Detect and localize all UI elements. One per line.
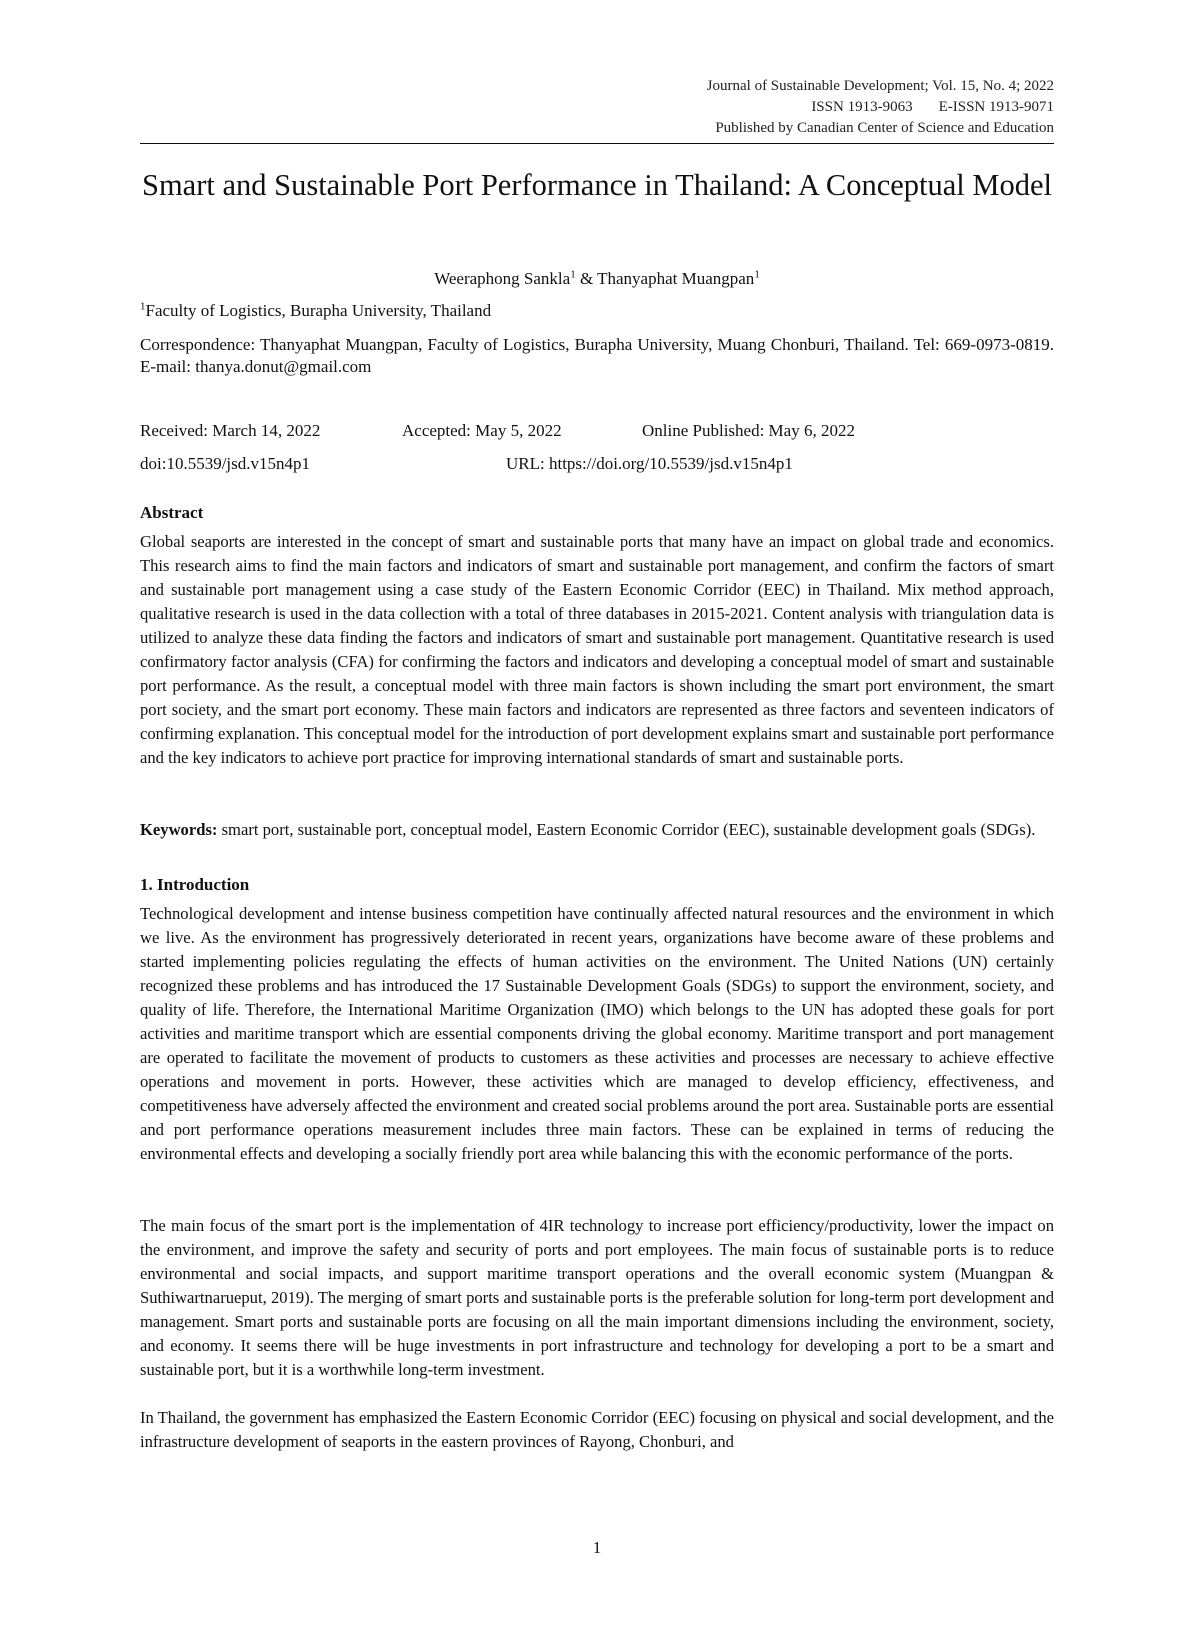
journal-publisher: Published by Canadian Center of Science and Education: [715, 120, 1054, 136]
page-number: 1: [592, 1538, 602, 1557]
author-affiliation-mark: 1: [754, 268, 760, 281]
keywords-label: Keywords:: [140, 820, 218, 839]
paper-title: Smart and Sustainable Port Performance in Thailand: A Conceptual Model: [141, 168, 1053, 202]
author-affiliation-mark: 1: [570, 268, 576, 281]
introduction-paragraph: In Thailand, the government has emphasized the Eastern Economic Corridor (EEC) focusing on physical and social development, and the infrastructure development of seaports in the eastern provinces of Rayong, Chonburi, and: [140, 1408, 1054, 1451]
journal-eissn: E-ISSN 1913-9071: [938, 99, 1054, 115]
journal-issn-line: [707, 97, 1054, 118]
paper-page: [140, 0, 1054, 1630]
abstract-text: Global seaports are interested in the concept of smart and sustainable ports that many have an impact on global trade and economics. This research aims to find the main factors and indicators of smart and sustainable port management, and confirm the factors of smart and sustainable port management using a case study of the Eastern Economic Corridor (EEC) in Thailand. Mix method approach, qualitative research is used in the data collection with a total of three databases in 2015-2021. Content analysis with triangulation data is utilized to analyze these data finding the factors and indicators of smart and sustainable port management. Quantitative research is used confirmatory factor analysis (CFA) for confirming the factors and indicators and developing a conceptual model of smart and sustainable port performance. As the result, a conceptual model with three main factors is shown including the smart port environment, the smart port society, and the smart port economy. These main factors and indicators are represented as three factors and seventeen indicators of confirming explanation. This conceptual model for the introduction of port development explains smart and sustainable port performance and the key indicators to achieve port practice for improving international standards of smart and sustainable ports.: [140, 532, 1054, 767]
introduction-paragraph: The main focus of the smart port is the implementation of 4IR technology to increase port efficiency/productivity, lower the impact on the environment, and improve the safety and security of ports and port employees. The main focus of sustainable ports is to reduce environmental and social impacts, and support maritime transport operations and the overall economic system (Muangpan & Suthiwartnarueput, 2019). The merging of smart ports and sustainable ports is the preferable solution for long-term port development and management. Smart ports and sustainable ports are focusing on all the main important dimensions including the environment, society, and economy. It seems there will be huge investments in port infrastructure and technology for developing a port to be a smart and sustainable port, but it is a worthwhile long-term investment.: [140, 1216, 1054, 1379]
correspondence: Correspondence: Thanyaphat Muangpan, Faculty of Logistics, Burapha University, Muang Chonburi, Thailand. Tel: 669-0973-0819. E-mail: thanya.donut@gmail.com: [140, 335, 1054, 376]
keywords: [140, 818, 1054, 842]
author-name: Thanyaphat Muangpan: [597, 269, 755, 288]
author-name: Weeraphong Sankla: [434, 269, 571, 288]
keywords-text: smart port, sustainable port, conceptual model, Eastern Economic Corridor (EEC), sustainable development goals (SDGs).: [217, 820, 1036, 839]
journal-citation: Journal of Sustainable Development; Vol. 15, No. 4; 2022: [706, 78, 1054, 94]
abstract-heading: Abstract: [140, 503, 204, 522]
introduction-paragraph: Technological development and intense business competition have continually affected natural resources and the environment in which we live. As the environment has progressively deteriorated in recent years, organizations have become aware of these problems and started implementing policies regulating the effects of human activities on the environment. The United Nations (UN) certainly recognized these problems and has introduced the 17 Sustainable Development Goals (SDGs) to support the environment, society, and quality of life. Therefore, the International Maritime Organization (IMO) which belongs to the UN has adopted these goals for port activities and maritime transport which are essential components driving the global economy. Maritime transport and port management are operated to facilitate the movement of products to customers as these activities and processes are necessary to achieve effective operations and movement in ports. However, these activities which are managed to develop efficiency, effectiveness, and competitiveness have adversely affected the environment and created social problems around the port area. Sustainable ports are essential and port performance operations measurement includes three main factors. These can be explained in terms of reducing the environmental effects and developing a socially friendly port area while balancing this with the economic performance of the ports.: [140, 904, 1054, 1163]
journal-header: [707, 76, 1054, 139]
affiliation: [140, 300, 491, 322]
affiliation-mark: 1: [140, 300, 146, 313]
received-date: Received: March 14, 2022: [140, 421, 321, 440]
header-divider: [140, 143, 1054, 144]
journal-issn: ISSN 1913-9063: [811, 99, 913, 115]
author-list: [140, 268, 1054, 290]
accepted-date: Accepted: May 5, 2022: [402, 421, 562, 440]
doi-url[interactable]: URL: https://doi.org/10.5539/jsd.v15n4p1: [506, 454, 793, 473]
author-separator: &: [575, 269, 598, 288]
published-date: Online Published: May 6, 2022: [642, 421, 855, 440]
affiliation-text: Faculty of Logistics, Burapha University, Thailand: [145, 301, 492, 320]
introduction-heading: 1. Introduction: [140, 875, 250, 894]
doi: doi:10.5539/jsd.v15n4p1: [140, 454, 311, 473]
